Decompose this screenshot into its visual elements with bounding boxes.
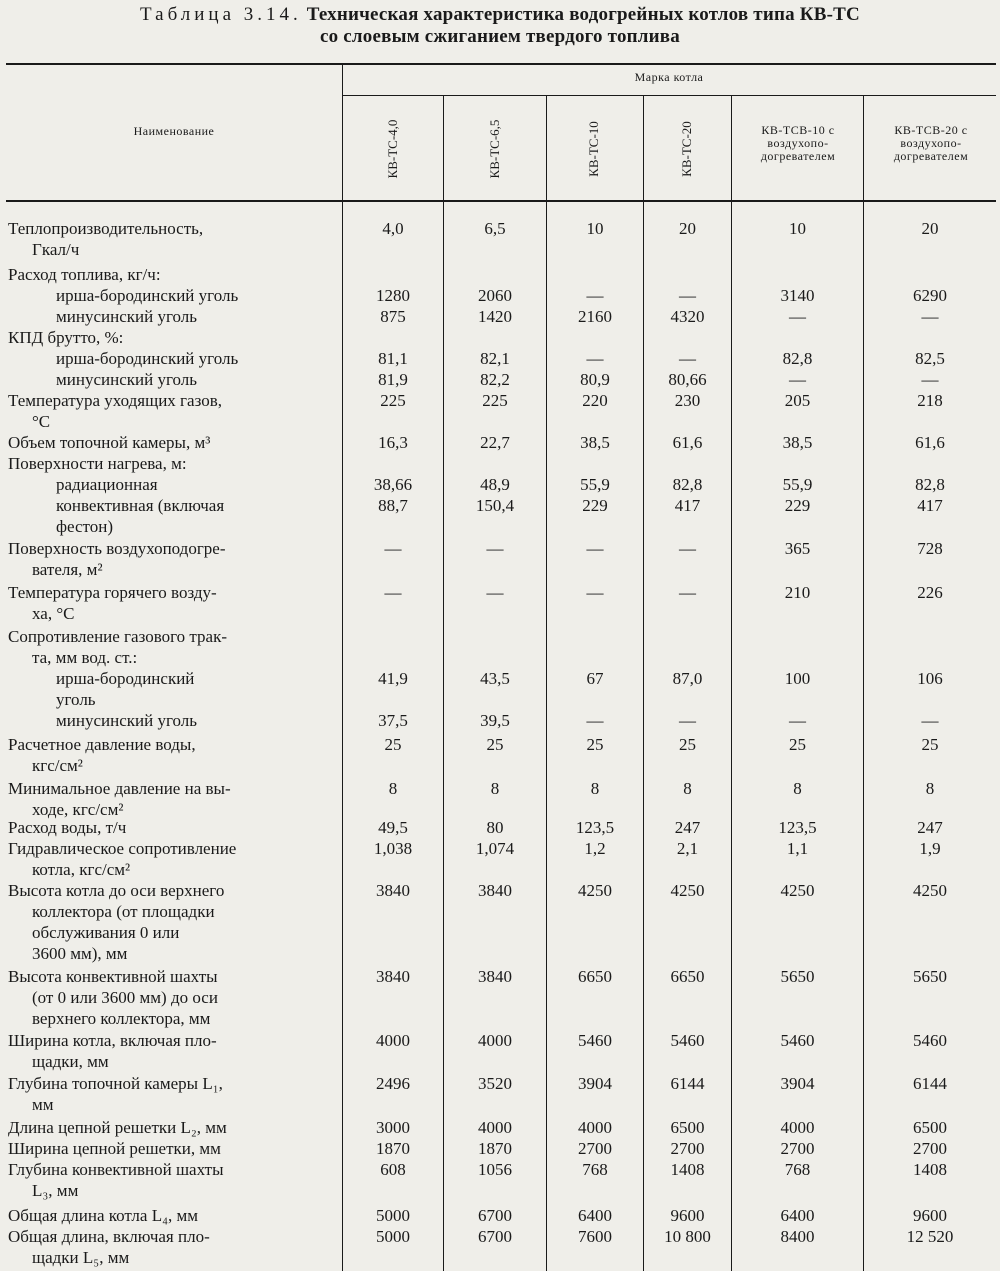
table-cell: 38,5 (782, 433, 813, 452)
table-cell: 123,5 (575, 818, 615, 837)
row-label-line: °С (32, 412, 51, 431)
table-cell: 3904 (780, 1074, 815, 1093)
table-cell: 82,5 (915, 349, 945, 368)
row-label (8, 264, 326, 285)
header-col-4: КВ-ТС-20 (679, 121, 694, 177)
table-cell: 38,5 (580, 433, 610, 452)
row-label (8, 1159, 326, 1201)
table-cell: 39,5 (480, 711, 510, 730)
table-cell: — (679, 286, 696, 305)
table-cell: 229 (784, 496, 811, 515)
row-label-line: та, мм вод. ст.: (32, 648, 138, 667)
row-label-line: минусинский уголь (56, 711, 198, 730)
table-cell: — (679, 711, 696, 730)
row-label (8, 474, 326, 495)
row-label (8, 1138, 326, 1159)
table-cell: 220 (582, 391, 608, 410)
table-cell: 1,038 (373, 839, 413, 858)
table-cell: 82,1 (480, 349, 510, 368)
row-label-line: кгс/см² (32, 756, 83, 775)
header-name: Наименование (133, 124, 215, 138)
row-label-line: радиационная (56, 475, 158, 494)
table-cell: — (789, 307, 806, 326)
table-cell: 4,0 (382, 219, 404, 238)
table-cell: 4250 (670, 881, 705, 900)
table-cell: 3840 (376, 967, 410, 986)
row-label-line: обслуживания 0 или (32, 923, 180, 942)
table-cell: 2060 (478, 286, 512, 305)
row-label (8, 285, 326, 306)
table-cell: 16,3 (378, 433, 408, 452)
table-cell: 20 (679, 219, 696, 238)
row-label-line: Глубина конвективной шахты (8, 1160, 224, 1179)
table-cell: 7600 (578, 1227, 612, 1246)
row-label-line: Ширина котла, включая пло- (8, 1031, 217, 1050)
table-cell: — (384, 539, 402, 558)
table-cell: 9600 (913, 1206, 947, 1225)
group-rule (342, 95, 996, 96)
table-cell: 1420 (478, 307, 512, 326)
row-label (8, 327, 326, 348)
table-cell: 3140 (780, 286, 815, 305)
table-cell: 1280 (376, 286, 410, 305)
table-cell: 3520 (478, 1074, 512, 1093)
table-cell: 22,7 (480, 433, 510, 452)
table-cell: 25 (384, 735, 402, 754)
table-cell: 768 (784, 1160, 811, 1179)
row-label-line: мм (32, 1095, 54, 1114)
table-cell: 82,2 (480, 370, 510, 389)
table-cell: 3840 (376, 881, 410, 900)
table-cell: 6700 (478, 1206, 512, 1225)
row-label-line: Минимальное давление на вы- (8, 779, 231, 798)
table-cell: 2700 (780, 1139, 815, 1158)
table-cell: 6650 (670, 967, 705, 986)
table-cell: 3000 (376, 1118, 410, 1137)
table-cell: 4000 (780, 1118, 815, 1137)
row-label-line: ирша-бородинский (56, 669, 195, 688)
table-cell: 2700 (670, 1139, 705, 1158)
table-cell: 49,5 (378, 818, 408, 837)
header-col-5: КВ-ТСВ-10 с воздухопо-догревателем (760, 123, 836, 163)
table-cell: 6500 (670, 1118, 705, 1137)
table-cell: 106 (917, 669, 943, 688)
table-cell: 210 (784, 583, 811, 602)
row-label (8, 218, 326, 260)
row-label-line: Высота котла до оси верхнего (8, 881, 225, 900)
table-cell: 728 (917, 539, 943, 558)
table-cell: 9600 (670, 1206, 705, 1225)
row-label (8, 880, 326, 964)
table-cell: 12 520 (906, 1227, 954, 1246)
table-cell: — (921, 370, 939, 389)
table-cell: 2700 (913, 1139, 947, 1158)
table-cell: 2700 (578, 1139, 612, 1158)
table-cell: 81,9 (378, 370, 408, 389)
table-cell: 1408 (913, 1160, 947, 1179)
row-label-line: щадки, мм (32, 1052, 109, 1071)
row-label-line: конвективная (включая (56, 496, 225, 515)
row-label-line: Гкал/ч (32, 240, 80, 259)
row-label (8, 538, 326, 580)
row-label (8, 778, 326, 820)
table-cell: 608 (380, 1160, 406, 1179)
row-label (8, 668, 326, 710)
row-label (8, 1030, 326, 1072)
row-label-line: Расчетное давление воды, (8, 735, 196, 754)
table-cell: — (586, 349, 604, 368)
table-cell: 4250 (578, 881, 612, 900)
table-cell: — (586, 711, 604, 730)
table-cell: 3904 (578, 1074, 612, 1093)
row-label-line: Глубина топочной камеры L₁, (8, 1074, 223, 1093)
table-cell: 10 800 (664, 1227, 711, 1246)
table-cell: 67 (586, 669, 604, 688)
table-cell: 55,9 (782, 475, 813, 494)
table-cell: 225 (482, 391, 508, 410)
table-cell: 25 (789, 735, 806, 754)
table-cell: 218 (917, 391, 943, 410)
table-cell: 82,8 (915, 475, 945, 494)
table-cell: 43,5 (480, 669, 510, 688)
table-cell: 4000 (376, 1031, 410, 1050)
table-cell: 25 (921, 735, 939, 754)
row-label-line: ирша-бородинский уголь (56, 349, 239, 368)
table-cell: 247 (674, 818, 701, 837)
table-cell: 1408 (670, 1160, 705, 1179)
row-label-line: Длина цепной решетки L₂, мм (8, 1118, 227, 1137)
row-label (8, 348, 326, 369)
row-label-line: Сопротивление газового трак- (8, 627, 228, 646)
title-text: Техническая характеристика водогрейных котлов типа КВ-ТС (306, 4, 860, 25)
table-cell: 20 (921, 219, 939, 238)
row-label-line: Общая длина котла L₄, мм (8, 1206, 199, 1225)
table-cell: 6290 (913, 286, 947, 305)
table-cell: 41,9 (378, 669, 408, 688)
row-label (8, 369, 326, 390)
row-label (8, 390, 326, 432)
table-cell: — (679, 583, 696, 602)
table-cell: 5460 (913, 1031, 947, 1050)
table-cell: 37,5 (378, 711, 408, 730)
table-cell: — (486, 583, 504, 602)
table-cell: 3840 (478, 967, 512, 986)
row-label-line: Температура горячего возду- (8, 583, 217, 602)
row-label-line: Поверхность воздухоподогре- (8, 539, 226, 558)
table-cell: 80,9 (580, 370, 610, 389)
table-cell: 5460 (578, 1031, 612, 1050)
row-label-line: ха, °С (32, 604, 75, 623)
row-label-line: вателя, м² (32, 560, 103, 579)
table-cell: 8 (490, 779, 500, 798)
row-label-line: котла, кгс/см² (32, 860, 131, 879)
table-cell: 768 (582, 1160, 608, 1179)
table-cell: 8400 (780, 1227, 815, 1246)
row-label (8, 1073, 326, 1115)
row-label-line: коллектора (от площадки (32, 902, 215, 921)
table-cell: 80 (486, 818, 504, 837)
table-cell: 5000 (376, 1206, 410, 1225)
table-cell: — (679, 349, 696, 368)
table-cell: — (486, 539, 504, 558)
table-cell: 87,0 (672, 669, 703, 688)
row-label (8, 432, 326, 453)
table-cell: 4250 (780, 881, 815, 900)
header-group: Марка котла (634, 70, 704, 84)
table-cell: 4000 (578, 1118, 612, 1137)
row-label-line: Объем топочной камеры, м³ (8, 433, 211, 452)
table-cell: 8 (925, 779, 935, 798)
row-label-line: верхнего коллектора, мм (32, 1009, 211, 1028)
table-cell: 4250 (913, 881, 947, 900)
row-label (8, 453, 326, 474)
table-cell: — (789, 370, 806, 389)
table-cell: 1,1 (786, 839, 809, 858)
table-cell: — (921, 711, 939, 730)
table-cell: 417 (674, 496, 701, 515)
row-label-line: минусинский уголь (56, 307, 198, 326)
row-label-line: L₃, мм (32, 1181, 79, 1200)
table-cell: 6700 (478, 1227, 512, 1246)
table-cell: 2160 (578, 307, 612, 326)
row-label-line: Расход топлива, кг/ч: (8, 265, 161, 284)
table-cell: 88,7 (378, 496, 408, 515)
table-cell: 247 (917, 818, 943, 837)
row-label-line: щадки L₅, мм (32, 1248, 130, 1267)
table-title (0, 4, 1000, 48)
table-cell: 82,8 (672, 475, 703, 494)
table-cell: 25 (586, 735, 604, 754)
header-col-1: КВ-ТС-4,0 (385, 119, 400, 179)
table-cell: — (384, 583, 402, 602)
table-cell: — (921, 307, 939, 326)
table-cell: 4000 (478, 1031, 512, 1050)
row-label-line: ирша-бородинский уголь (56, 286, 239, 305)
row-label (8, 838, 326, 880)
table-cell: 5650 (780, 967, 815, 986)
row-label (8, 582, 326, 624)
row-label-line: Температура уходящих газов, (8, 391, 222, 410)
table-cell: 417 (917, 496, 943, 515)
table-cell: 10 (586, 219, 604, 238)
table-cell: 48,9 (480, 475, 510, 494)
header-col-3: КВ-ТС-10 (586, 121, 601, 177)
table-cell: 6144 (913, 1074, 947, 1093)
row-label (8, 495, 326, 537)
table-cell: 5460 (670, 1031, 705, 1050)
table-cell: 1870 (478, 1139, 512, 1158)
row-label-line: Поверхности нагрева, м: (8, 454, 187, 473)
table-cell: — (789, 711, 806, 730)
row-label (8, 710, 326, 731)
table-cell: 8 (590, 779, 600, 798)
table-cell: — (586, 286, 604, 305)
row-label-line: Общая длина, включая пло- (8, 1227, 210, 1246)
table-cell: 4320 (670, 307, 705, 326)
table-cell: 6144 (670, 1074, 705, 1093)
title-prefix: Таблица 3.14. (140, 4, 302, 25)
table-cell: — (679, 539, 696, 558)
row-label-line: Гидравлическое сопротивление (8, 839, 237, 858)
row-label (8, 1117, 326, 1138)
table-cell: 80,66 (668, 370, 707, 389)
table-cell: 875 (380, 307, 406, 326)
table-cell: 205 (784, 391, 811, 410)
table-cell: 225 (380, 391, 406, 410)
table-cell: 6400 (780, 1206, 815, 1225)
table-cell: 6400 (578, 1206, 612, 1225)
table-cell: 8 (793, 779, 802, 798)
table-cell: 38,66 (373, 475, 413, 494)
table-cell: 82,8 (782, 349, 813, 368)
row-label-line: ходе, кгс/см² (32, 800, 124, 819)
table-cell: 1,9 (919, 839, 941, 858)
table-cell: 1870 (376, 1139, 410, 1158)
row-label-line: фестон) (56, 517, 113, 536)
table-cell: 2,1 (676, 839, 699, 858)
table-cell: 100 (784, 669, 811, 688)
table-cell: 6,5 (484, 219, 506, 238)
table-cell: 226 (917, 583, 943, 602)
row-label-line: Расход воды, т/ч (8, 818, 127, 837)
row-label (8, 817, 326, 838)
table-cell: 1,2 (584, 839, 606, 858)
row-label-line: уголь (56, 690, 96, 709)
table-cell: 123,5 (778, 818, 817, 837)
table-cell: — (586, 539, 604, 558)
header-col-2: КВ-ТС-6,5 (487, 119, 502, 179)
table-cell: 8 (388, 779, 398, 798)
header-col-6: КВ-ТСВ-20 с воздухопо-догревателем (893, 123, 969, 163)
row-label-line: минусинский уголь (56, 370, 198, 389)
row-label-line: Теплопроизводительность, (8, 219, 204, 238)
table-cell: 5000 (376, 1227, 410, 1246)
table-cell: 5650 (913, 967, 947, 986)
row-label-line: КПД брутто, %: (8, 328, 124, 347)
table-cell: 6500 (913, 1118, 947, 1137)
row-label (8, 734, 326, 776)
table-cell: 81,1 (378, 349, 408, 368)
top-rule (6, 63, 996, 65)
table-cell: — (586, 583, 604, 602)
header-bottom-rule (6, 200, 996, 202)
table-cell: 1,074 (475, 839, 515, 858)
row-label (8, 1226, 326, 1268)
table-cell: 61,6 (915, 433, 945, 452)
table-cell: 3840 (478, 881, 512, 900)
table-cell: 10 (789, 219, 806, 238)
table-cell: 25 (486, 735, 504, 754)
row-label-line: 3600 мм), мм (32, 944, 128, 963)
table-cell: 55,9 (580, 475, 610, 494)
row-label-line: Высота конвективной шахты (8, 967, 218, 986)
table-cell: 1056 (478, 1160, 512, 1179)
table-cell: 365 (784, 539, 811, 558)
table-cell: 6650 (578, 967, 612, 986)
table-cell: 4000 (478, 1118, 512, 1137)
table-cell: 5460 (780, 1031, 815, 1050)
table-cell: 229 (582, 496, 608, 515)
table-cell: 2496 (376, 1074, 410, 1093)
table-cell: 8 (683, 779, 692, 798)
row-label-line: (от 0 или 3600 мм) до оси (32, 988, 218, 1007)
row-label (8, 306, 326, 327)
row-label (8, 626, 326, 668)
table-cell: 61,6 (672, 433, 703, 452)
row-label (8, 966, 326, 1029)
row-label-line: Ширина цепной решетки, мм (8, 1139, 221, 1158)
table-cell: 150,4 (475, 496, 515, 515)
title-line2: со слоевым сжиганием твердого топлива (320, 26, 680, 47)
table-cell: 230 (674, 391, 701, 410)
table-cell: 25 (679, 735, 696, 754)
row-label (8, 1205, 326, 1226)
